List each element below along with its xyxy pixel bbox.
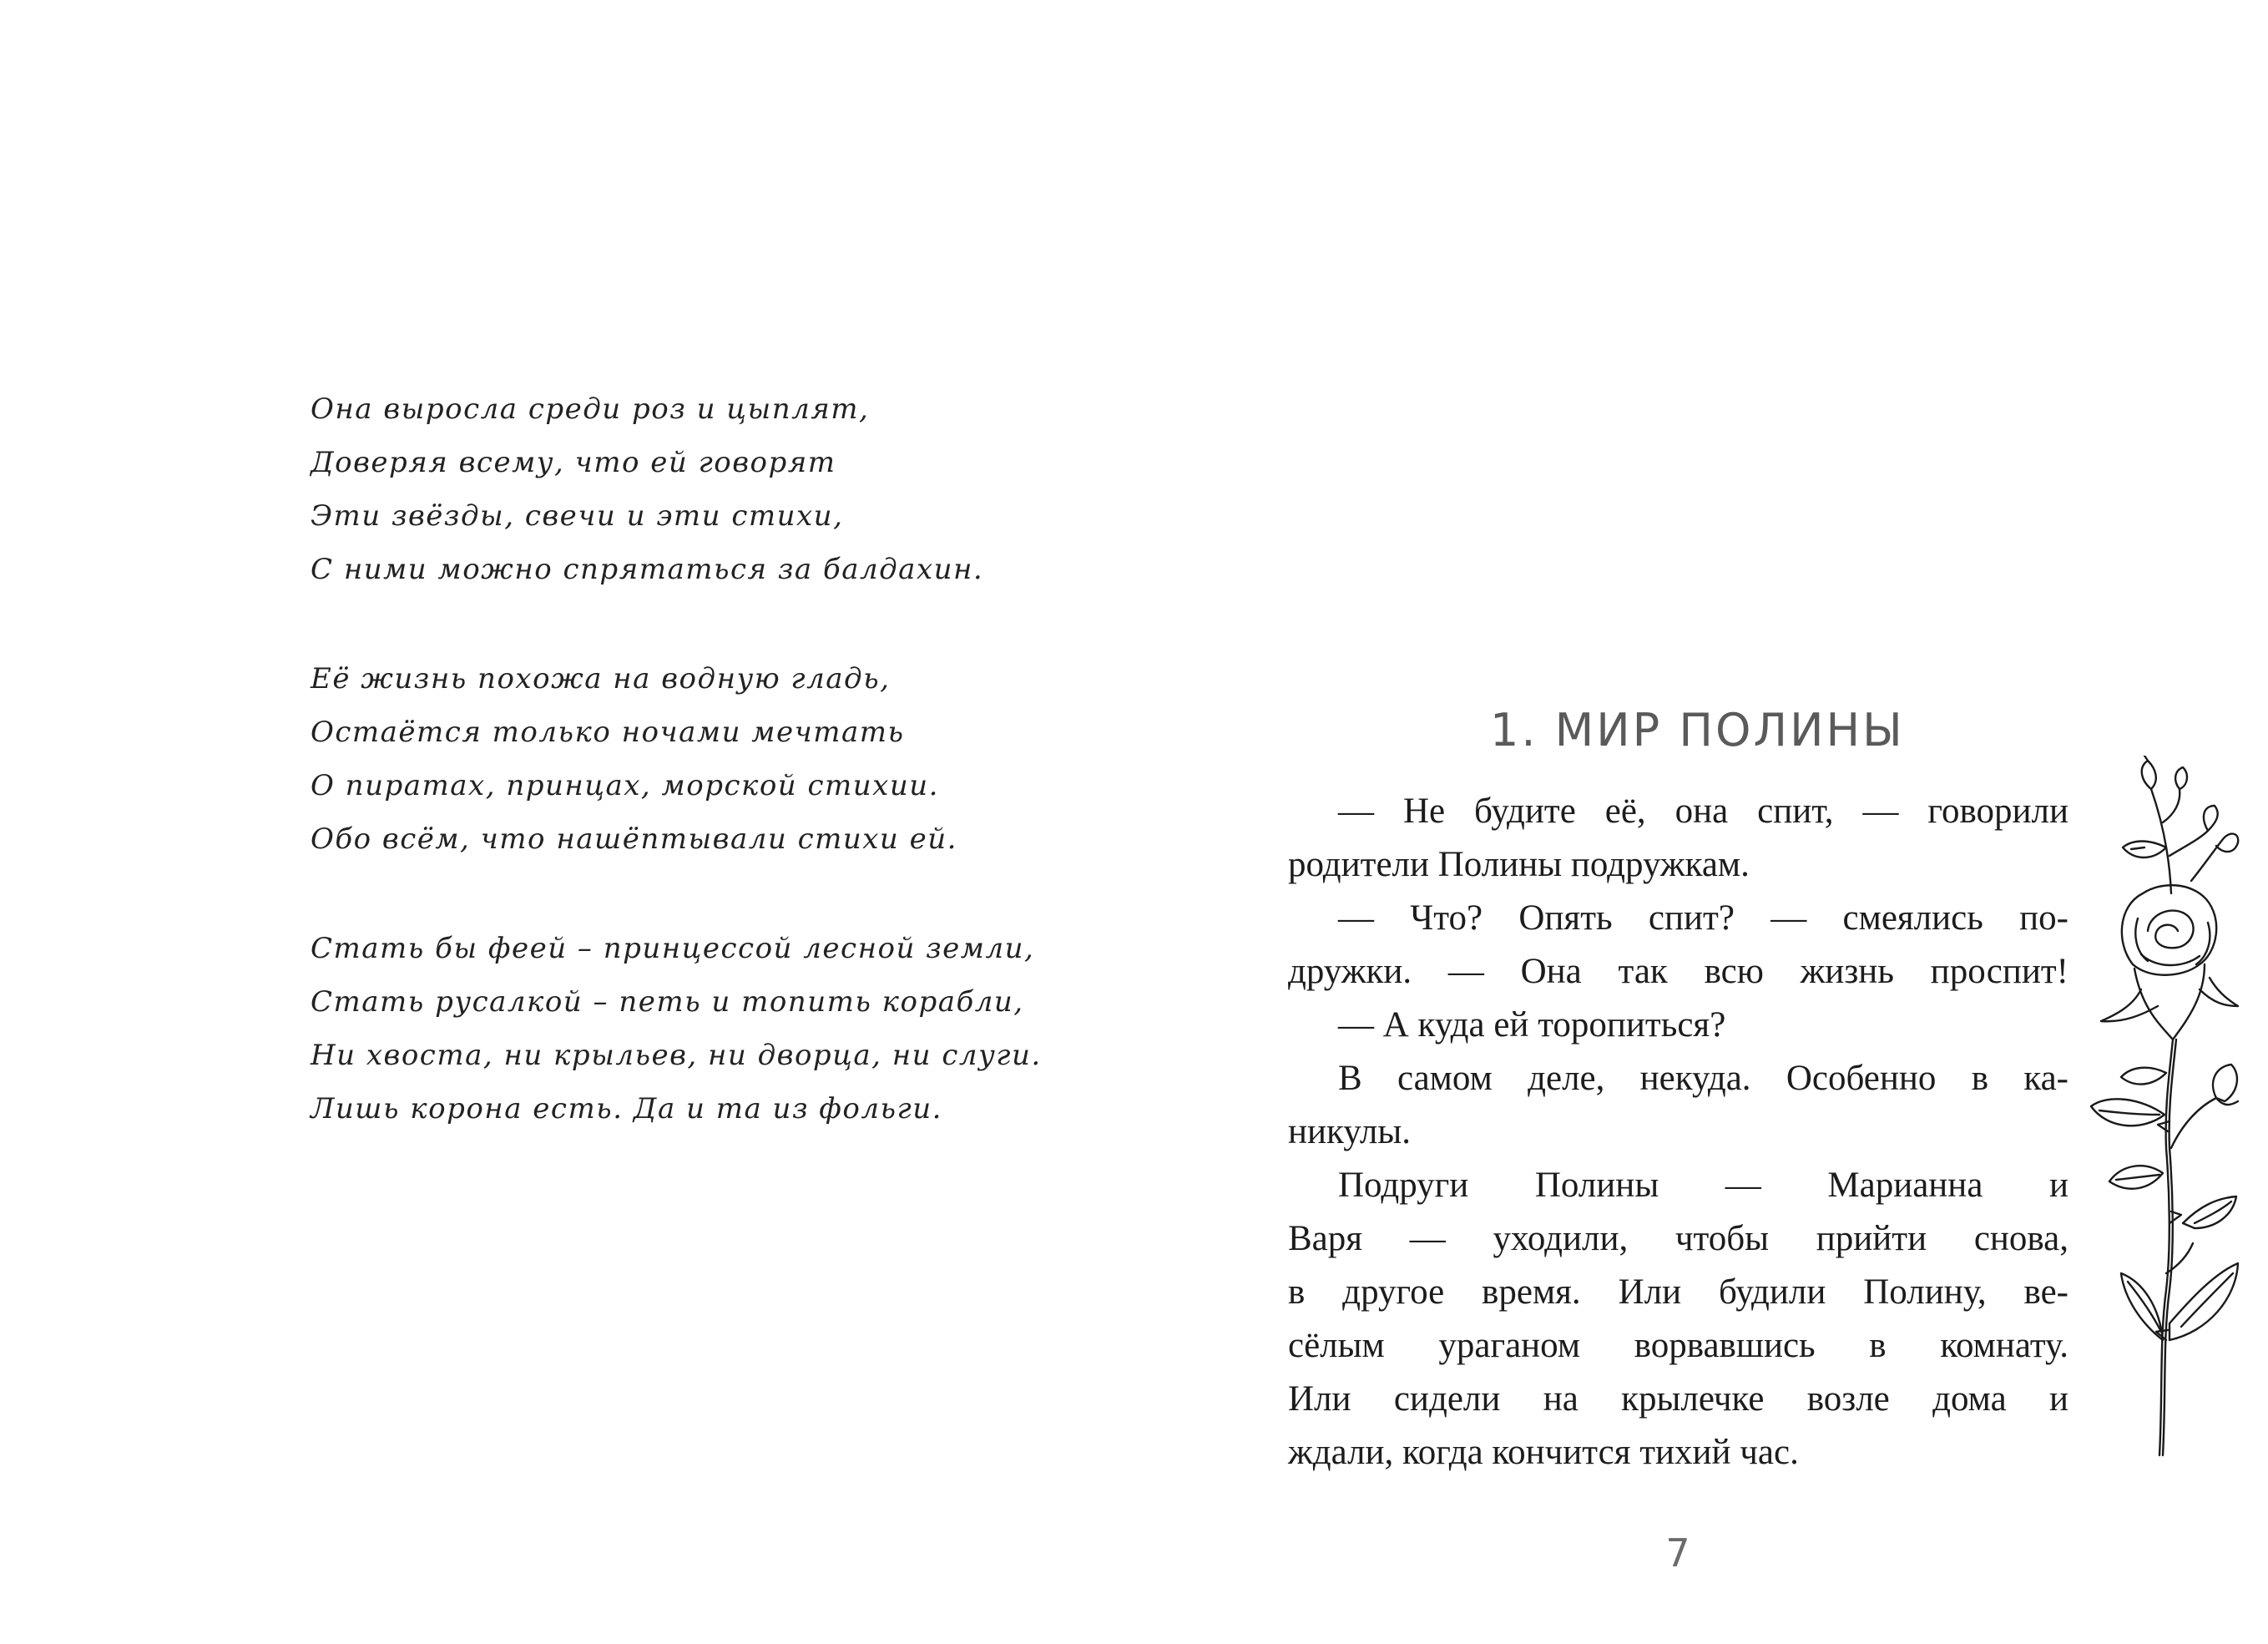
poem-line: Остаётся только ночами мечтать: [311, 716, 905, 749]
rose-icon: [2083, 756, 2250, 1457]
poem-stanza: [311, 652, 1062, 866]
poem-line: О пиратах, принцах, морской стихии.: [311, 769, 939, 802]
poem-line: Обо всём, что нашёптывали стихи ей.: [311, 822, 957, 856]
prose-line: родители Полины подружкам.: [1288, 845, 1750, 884]
prose-line: ждали, когда кончится тихий час.: [1288, 1433, 1799, 1472]
prose-line: Подруги Полины — Марианна и: [1338, 1166, 2068, 1205]
prose-line: никулы.: [1288, 1112, 1412, 1151]
prose-line: Или сидели на крылечке возле дома и: [1288, 1379, 2068, 1419]
poem-line: Эти звёзды, свечи и эти стихи,: [311, 499, 844, 533]
prose-line: Варя — уходили, чтобы прийти снова,: [1288, 1219, 2068, 1258]
poem-line: Доверяя всему, что ей говорят: [311, 446, 836, 479]
prose-line: — Что? Опять спит? — смеялись по-: [1338, 898, 2068, 938]
poem-line: С ними можно спрятаться за балдахин.: [311, 553, 984, 586]
prose-line: в другое время. Или будили Полину, ве-: [1288, 1272, 2068, 1312]
epigraph-poem: [311, 382, 1062, 1191]
chapter-body: [1288, 785, 2068, 1480]
poem-line: Её жизнь похожа на водную гладь,: [311, 662, 891, 696]
chapter-title: 1. МИР ПОЛИНЫ: [1490, 704, 1905, 756]
poem-line: Ни хвоста, ни крыльев, ни дворца, ни слуги.: [311, 1039, 1042, 1072]
poem-stanza: [311, 922, 1062, 1136]
poem-line: Стать русалкой – петь и топить корабли,: [311, 985, 1024, 1019]
prose-line: В самом деле, некуда. Особенно в ка-: [1338, 1059, 2068, 1098]
poem-stanza: [311, 382, 1062, 596]
prose-line: — А куда ей торопиться?: [1338, 1005, 1726, 1045]
page-number: 7: [1665, 1530, 1690, 1576]
prose-line: дружки. — Она так всю жизнь проспит!: [1288, 952, 2068, 991]
poem-line: Она выросла среди роз и цыплят,: [311, 392, 870, 426]
prose-line: — Не будите её, она спит, — говорили: [1338, 792, 2068, 831]
prose-line: сёлым ураганом ворвавшись в комнату.: [1288, 1326, 2068, 1365]
poem-line: Лишь корона есть. Да и та из фольги.: [311, 1092, 942, 1126]
poem-line: Стать бы феей – принцессой лесной земли,: [311, 932, 1035, 965]
